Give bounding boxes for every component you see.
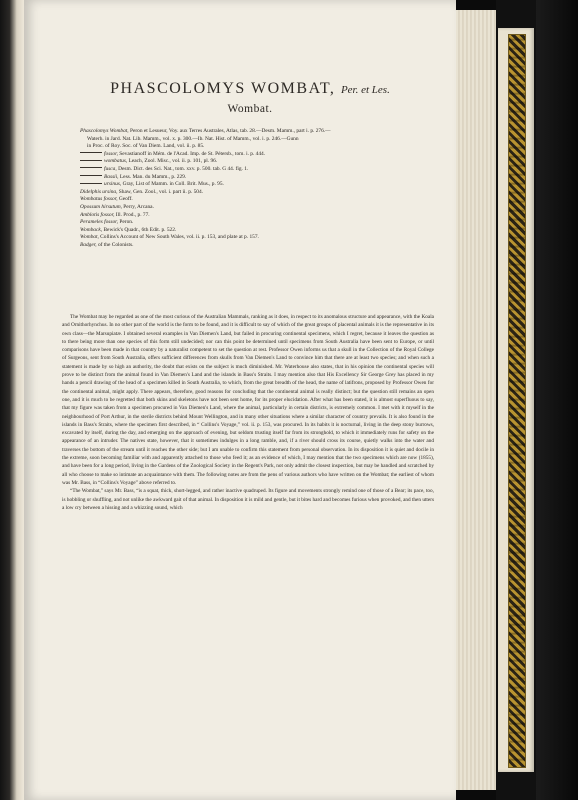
synonymy-list xyxy=(80,128,430,250)
body-text xyxy=(62,313,434,512)
ditto-rule xyxy=(80,183,102,184)
synonym-line xyxy=(80,196,430,204)
ditto-rule xyxy=(80,175,102,176)
synonym-name: Badger, xyxy=(80,241,97,248)
synonym-line xyxy=(80,181,430,189)
decorative-border-strip xyxy=(508,34,526,768)
synonym-text: Waterh. in Jard. Nat. Lib. Mamm., vol. x. p. 300.—Ib. Nat. Hist. of Mamm., vol. i. p. 246.—Gunn xyxy=(87,135,299,142)
book-gutter-left xyxy=(0,0,24,800)
synonym-name: Didelphis ursina, xyxy=(80,188,118,195)
synonym-name: Perameles fossor, xyxy=(80,219,119,226)
synonym-name: Amblotis fossor, xyxy=(80,211,115,218)
paragraph-2: “The Wombat,” says Mr. Bass, “is a squat, thick, short-legged, and rather inactive quadruped. Its figure and movements strongly remind one of those of a Bear; its pace, too, is hobbling or shuffling, and not unlike the awkward gait of that animal. In disposition it is mild and gentle, but it bites hard and becomes furious when provoked, and then utters a low cry between a hissing and a whizzing sound, which xyxy=(62,488,434,511)
synonym-line xyxy=(80,189,430,197)
synonym-text: Geoff. xyxy=(117,196,133,203)
synonym-line xyxy=(80,143,430,151)
synonym-line xyxy=(80,158,430,166)
synonym-text: Perry, Arcana. xyxy=(121,203,154,210)
synonym-text: Bewick's Quadr., 6th Edit. p. 522. xyxy=(102,226,177,233)
synonym-text: fossor, Sevastianoff in Mém. de l'Acad. Imp. de St. Pétersb., tom. i. p. 444. xyxy=(104,150,266,157)
species-authority: Per. et Les. xyxy=(340,84,390,96)
synonym-line xyxy=(80,136,430,144)
synonym-line xyxy=(80,242,430,250)
synonym-text: wombatus, Leach, Zool. Misc., vol. ii. p. 101, pl. 96. xyxy=(104,158,218,165)
synonym-text: of the Colonists. xyxy=(96,241,134,248)
ditto-rule xyxy=(80,152,102,153)
synonym-line xyxy=(80,212,430,220)
synonym-text: Shaw, Gen. Zool., vol. i. part ii. p. 504. xyxy=(117,188,204,195)
synonym-text: Peron et Lesueur, Voy. aux Terres Australes, Atlas, tab. 28.—Desm. Mamm., part i. p. 276.— xyxy=(128,128,331,134)
synonym-text: Ill. Prod., p. 77. xyxy=(114,211,150,218)
synonym-line xyxy=(80,151,430,159)
synonym-text: Collins's Account of New South Wales, vol. ii. p. 153, and plate at p. 157. xyxy=(98,234,259,241)
synonym-text: Peron. xyxy=(118,219,134,226)
ditto-rule xyxy=(80,160,102,161)
common-name: Wombat. xyxy=(227,103,273,115)
synonym-name: Phascolomys Wombat, xyxy=(80,128,129,134)
synonym-name: Wombat, xyxy=(80,234,99,241)
page-title xyxy=(70,80,430,98)
synonym-line xyxy=(80,204,430,212)
ditto-rule xyxy=(80,167,102,168)
paragraph-1: The Wombat may be regarded as one of the most curious of the Australian Mammals, ranking as it does, in respect to its anomalous structure and appearance, with the Koala and Ornithorhynchus. In no other part of the world is the form to be found, and it is difficult to say of which of the great groups of placental animals it is the representative in its own class—the Marsupiatæ. I obtained several examples in Van Diemen's Land, but failed in procuring continental specimens, which I regret, because it leaves the question as to there being more than one species of this form still undecided; nor can this point be determined until specimens from South Australia have been sent to Europe, or until comparisons have been made in that country by a naturalist competent to set the question at rest. Professor Owen informs us that a skull in the Collection of the Royal College of Surgeons, sent from South Australia, offers sufficient differences from skulls from Van Diemen's Land to convince him that there are at least two species; and when such a statement is made by so high an authority, the doubt that exists on the subject is much diminished. Mr. Waterhouse also states, that in his opinion the continental species will prove to be distinct from the animal found in Van Diemen's Land and the islands in Bass's Straits. I may mention also that His Excellency Sir George Grey has placed in my hands a pencil drawing of the head of a specimen killed in South Australia, to which, from the great breadth of the head, the name of latifrons, proposed by Professor Owen for the continental animal, might apply. There appears, therefore, good reasons for concluding that the continental animal is really distinct; but the question still remains an open one, and it is much to be regretted that both skins and skeletons have not been sent home, for its proper elucidation. After what has been stated, it is almost superfluous to say, that my figure was taken from a specimen procured in Van Diemen's Land, where the animal, particularly in certain districts, is extremely common. I met with it myself in the neighbourhood of Port Arthur, in the sterile districts behind Mount Wellington, and in many other situations where a similar character of country prevails. It is also found in the islands in Bass's Straits, where the specimen first described, in “ Collins's Voyage,” vol. ii. p. 153, was procured. In its habits it is nocturnal, living in the deep stony burrows, excavated by itself, during the day, and emerging on the approach of evening, but seldom trusting itself far from its stronghold, to which it immediately runs for safety on the appearance of an intruder. The natives state, however, that it sometimes indulges in a long ramble, and, if a river should cross its course, quietly walks into the water and traverses the bottom of the stream until it reaches the other side; but I am unable to confirm this statement from personal observation. In its disposition it is quiet and docile in the extreme, soon becoming familiar with and apparently attached to those who feed it; as an evidence of which, I may mention that the two specimens which are now (1855), and have been for a long period, living in the Gardens of the Zoological Society in the Regent's Park, not only admit the closest inspection, but may be handled and scratched by all who choose to make so intimate an acquaintance with them. The following notes are from the pens of various authors who have written on the Wombat; the earliest of whom was Mr. Bass, in “Collins's Voyage” above referred to. xyxy=(62,314,434,486)
synonym-line xyxy=(80,219,430,227)
synonym-line xyxy=(80,227,430,235)
synonym-line xyxy=(80,234,430,242)
synonym-text: fusca, Desm. Dict. des Sci. Nat., tom. xxv. p. 500. tab. G 44. fig. 1. xyxy=(104,165,249,172)
synonym-line xyxy=(80,128,430,136)
synonym-line xyxy=(80,174,430,182)
synonym-text: Bassii, Less. Man. du Mamm., p. 229. xyxy=(104,173,187,180)
synonym-text: ursinus, Gray, List of Mamm. in Coll. Brit. Mus., p. 95. xyxy=(104,181,224,188)
page-fore-edges xyxy=(456,10,496,790)
synonym-name: Opossum hirsutum, xyxy=(80,203,122,210)
synonym-line xyxy=(80,166,430,174)
synonym-text: in Proc. of Roy. Soc. of Van Diem. Land, vol. ii. p. 85. xyxy=(87,143,205,150)
book-cover-edge xyxy=(536,0,578,800)
synonym-name: Wombatus fossor, xyxy=(80,196,118,203)
species-name: PHASCOLOMYS WOMBAT, xyxy=(110,80,336,97)
synonym-name: Womback, xyxy=(80,226,103,233)
